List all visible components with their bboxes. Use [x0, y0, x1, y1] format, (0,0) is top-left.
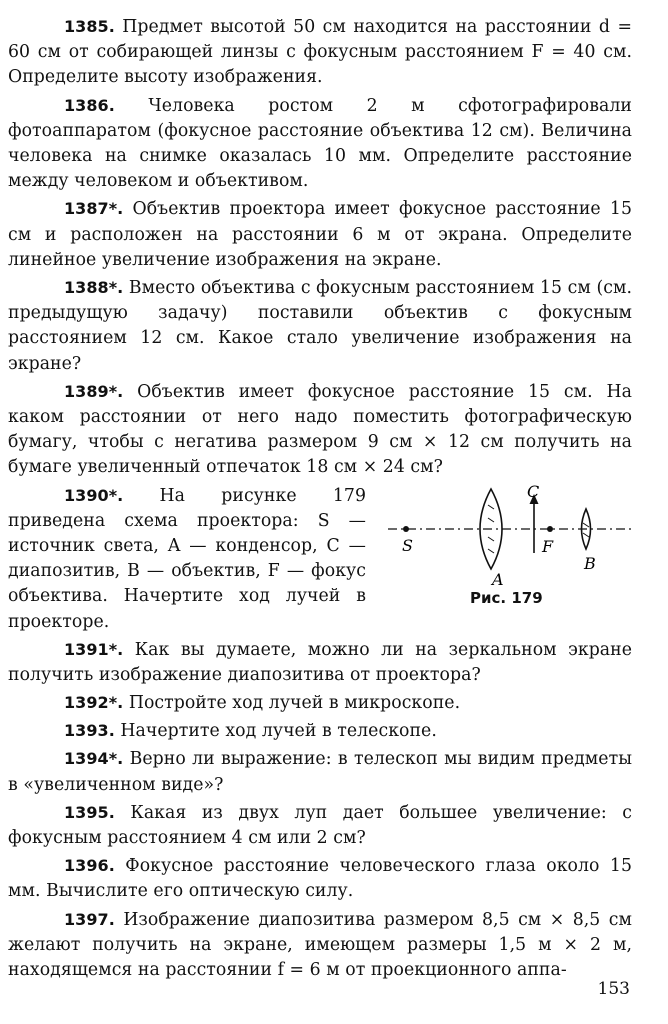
problem-1390 [8, 483, 366, 635]
problem-1386 [8, 93, 632, 195]
problem-1388 [8, 275, 632, 377]
label-a: A [492, 569, 504, 589]
problem-1393 [8, 718, 632, 744]
problem-1387 [8, 196, 632, 273]
problem-number: 1396. [64, 856, 115, 876]
problem-1396 [8, 853, 632, 904]
problem-text: Какая из двух луп дает большее увеличение: с фокусным расстоянием 4 см или 2 см? [8, 802, 632, 849]
problem-number: 1389*. [64, 381, 124, 401]
problem-number: 1387*. [64, 199, 124, 219]
problem-1394 [8, 746, 632, 797]
problem-1390-block [8, 483, 632, 635]
problem-number: 1391*. [64, 639, 124, 659]
problem-text: Изображение диапозитива размером 8,5 см × 8,5 см желают получить на экране, имеющем размеры 1,5 м × 2 м, находящемся на расстоянии f = 6 м от проекционного аппа- [8, 909, 633, 981]
problem-text: Предмет высотой 50 см находится на расстоянии d = 60 см от собирающей линзы с фокусным расстоянием F = 40 см. Определите высоту изображения. [8, 17, 632, 88]
projector-diagram-svg [386, 485, 636, 589]
textbook-page [8, 14, 632, 985]
problem-number: 1394*. [64, 749, 124, 769]
label-f: F [542, 536, 554, 556]
problem-number: 1397. [64, 909, 115, 929]
problem-text: Человека ростом 2 м сфотографировали фотоаппаратом (фокусное расстояние объектива 12 см). Величина человека на снимке оказалась 10 мм. Определите расстояние между человеком и объективом. [8, 95, 632, 192]
problem-1385 [8, 14, 632, 91]
problem-text: Начертите ход лучей в телескопе. [120, 721, 437, 742]
problem-number: 1385. [64, 17, 115, 36]
problem-1389 [8, 379, 632, 481]
problem-number: 1390*. [64, 485, 124, 505]
label-c: C [527, 484, 540, 501]
label-b: B [584, 553, 596, 573]
problem-number: 1386. [64, 95, 115, 115]
problem-text: Объектив проектора имеет фокусное расстояние 15 см и расположен на расстоянии 6 м от экрана. Определите линейное увеличение изображения на экране. [8, 199, 633, 270]
label-s: S [402, 535, 413, 555]
problem-text: Фокусное расстояние человеческого глаза около 15 мм. Вычислите его оптическую силу. [8, 856, 633, 902]
focus-point [547, 526, 553, 532]
objective-hatching [583, 523, 589, 527]
problem-number: 1393. [64, 721, 115, 741]
objective-hatching [583, 533, 589, 537]
page-number: 153 [597, 979, 630, 999]
projector-diagram [386, 485, 636, 613]
problem-text: На рисунке 179 приведена схема проектора: S — источник света, A — конденсор, C — диапозитив, B — объектив, F — фокус объектива. Начертите ход лучей в проекторе. [8, 485, 366, 632]
problem-text: Постройте ход лучей в микроскопе. [128, 693, 461, 714]
light-source-point [403, 526, 409, 532]
problem-1392 [8, 690, 632, 716]
problem-number: 1388*. [64, 278, 124, 298]
problem-1397 [8, 907, 632, 984]
problem-1395 [8, 800, 632, 851]
problem-number: 1395. [64, 802, 115, 822]
problem-text: Как вы думаете, можно ли на зеркальном экране получить изображение диапозитива от проектора? [8, 639, 633, 685]
problem-text: Вместо объектива с фокусным расстоянием 15 см (см. предыдущую задачу) поставили объектив с фокусным расстоянием 12 см. Какое стало увеличение изображения на экране? [8, 278, 633, 374]
problem-text: Объектив имеет фокусное расстояние 15 см. На каком расстоянии от него надо поместить фотографическую бумагу, чтобы с негатива размером 9 см × 12 см получить на бумаге увеличенный отпечаток 18 см × 24 см? [8, 381, 632, 478]
problem-1391 [8, 637, 632, 688]
problem-text: Верно ли выражение: в телескоп мы видим предметы в «увеличенном виде»? [8, 749, 632, 795]
figure-caption: Рис. 179 [470, 588, 543, 607]
problem-number: 1392*. [64, 693, 124, 713]
